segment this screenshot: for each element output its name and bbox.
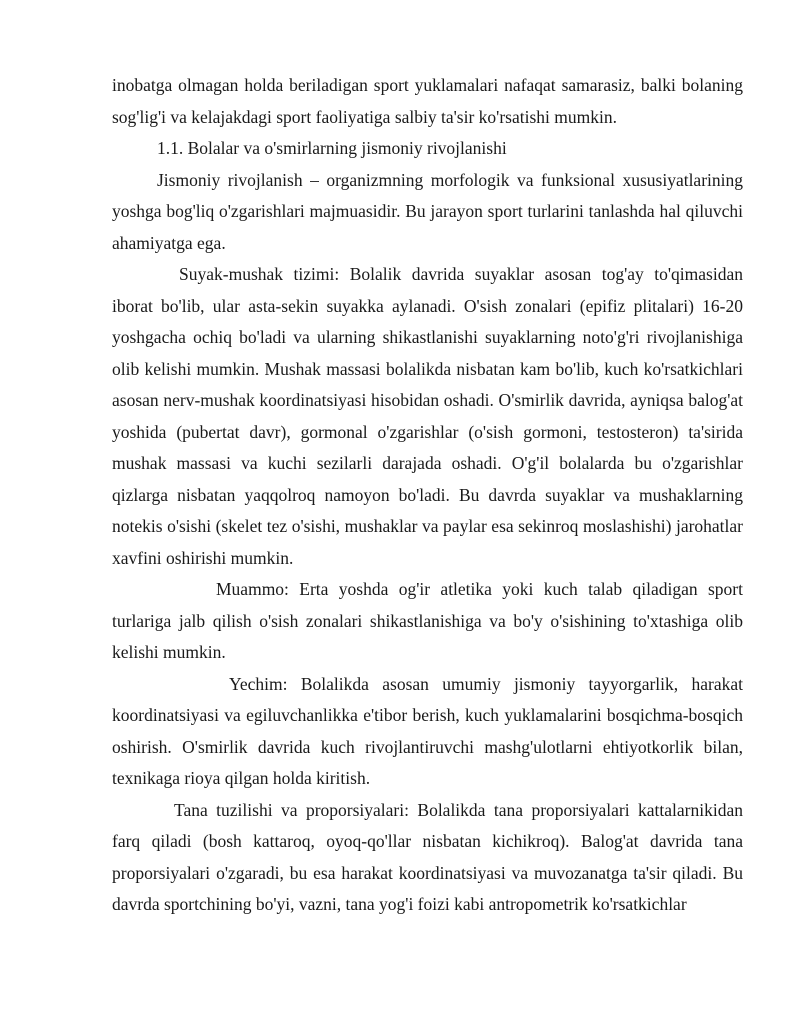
paragraph-problem: Muammo: Erta yoshda og'ir atletika yoki kuch talab qiladigan sport turlariga jalb qilish o'sish zonalari shikastlanishiga va bo'y o'sishining to'xtashiga olib kelishi mumkin. — [112, 579, 743, 662]
paragraph-musculoskeletal: Suyak-mushak tizimi: Bolalik davrida suyaklar asosan tog'ay to'qimasidan iborat bo'lib, ular asta-sekin suyakka aylanadi. O'sish zonalari (epifiz plitalari) 16-20 yoshgacha ochiq bo'ladi va ularning shikastlanishi suyaklarning noto'g'ri rivojlanishiga olib kelishi mumkin. Mushak massasi bolalikda nisbatan kam bo'lib, kuch ko'rsatkichlari asosan nerv-mushak koordinatsiyasi hisobidan oshadi. O'smirlik davrida, ayniqsa balog'at yoshida (pubertat davr), gormonal o'zgarishlar (o'sish gormoni, testosteron) ta'sirida mushak massasi va kuchi sezilarli darajada oshadi. O'g'il bolalarda bu o'zgarishlar qizlarga nisbatan yaqqolroq namoyon bo'ladi. Bu davrda suyaklar va mushaklarning notekis o'sishi (skelet tez o'sishi, mushaklar va paylar esa sekinroq moslashishi) jarohatlar xavfini oshirishi mumkin. — [112, 264, 743, 568]
paragraph-definition: Jismoniy rivojlanish – organizmning morfologik va funksional xususiyatlarining yoshga bog'liq o'zgarishlari majmuasidir. Bu jarayon sport turlarini tanlashda hal qiluvchi ahamiyatga ega. — [112, 169, 743, 253]
paragraph-solution: Yechim: Bolalikda asosan umumiy jismoniy tayyorgarlik, harakat koordinatsiyasi va egiluvchanlikka e'tibor berish, kuch yuklamalarini bosqichma-bosqich oshirish. O'smirlik davrida kuch rivojlantiruvchi mashg'ulotlarni ehtiyotkorlik bilan, texnikaga rioya qilgan holda kiritish. — [112, 673, 743, 788]
paragraph-body-proportions: Tana tuzilishi va proporsiyalari: Bolalikda tana proporsiyalari kattalarnikidan farq qiladi (bosh kattaroq, oyoq-qo'llar nisbatan kichikroq). Balog'at davrida tana proporsiyalari o'zgaradi, bu esa harakat koordinatsiyasi va muvozanatga ta'sir qiladi. Bu davrda sportchining bo'yi, vazni, tana yog'i foizi kabi antropometrik ko'rsatkichlar — [112, 799, 743, 914]
paragraph-continuation: inobatga olmagan holda beriladigan sport yuklamalari nafaqat samarasiz, balki bolaning sog'lig'i va kelajakdagi sport faoliyatiga salbiy ta'sir ko'rsatishi mumkin. — [112, 75, 743, 127]
section-heading: 1.1. Bolalar va o'smirlarning jismoniy rivojlanishi — [157, 138, 507, 158]
